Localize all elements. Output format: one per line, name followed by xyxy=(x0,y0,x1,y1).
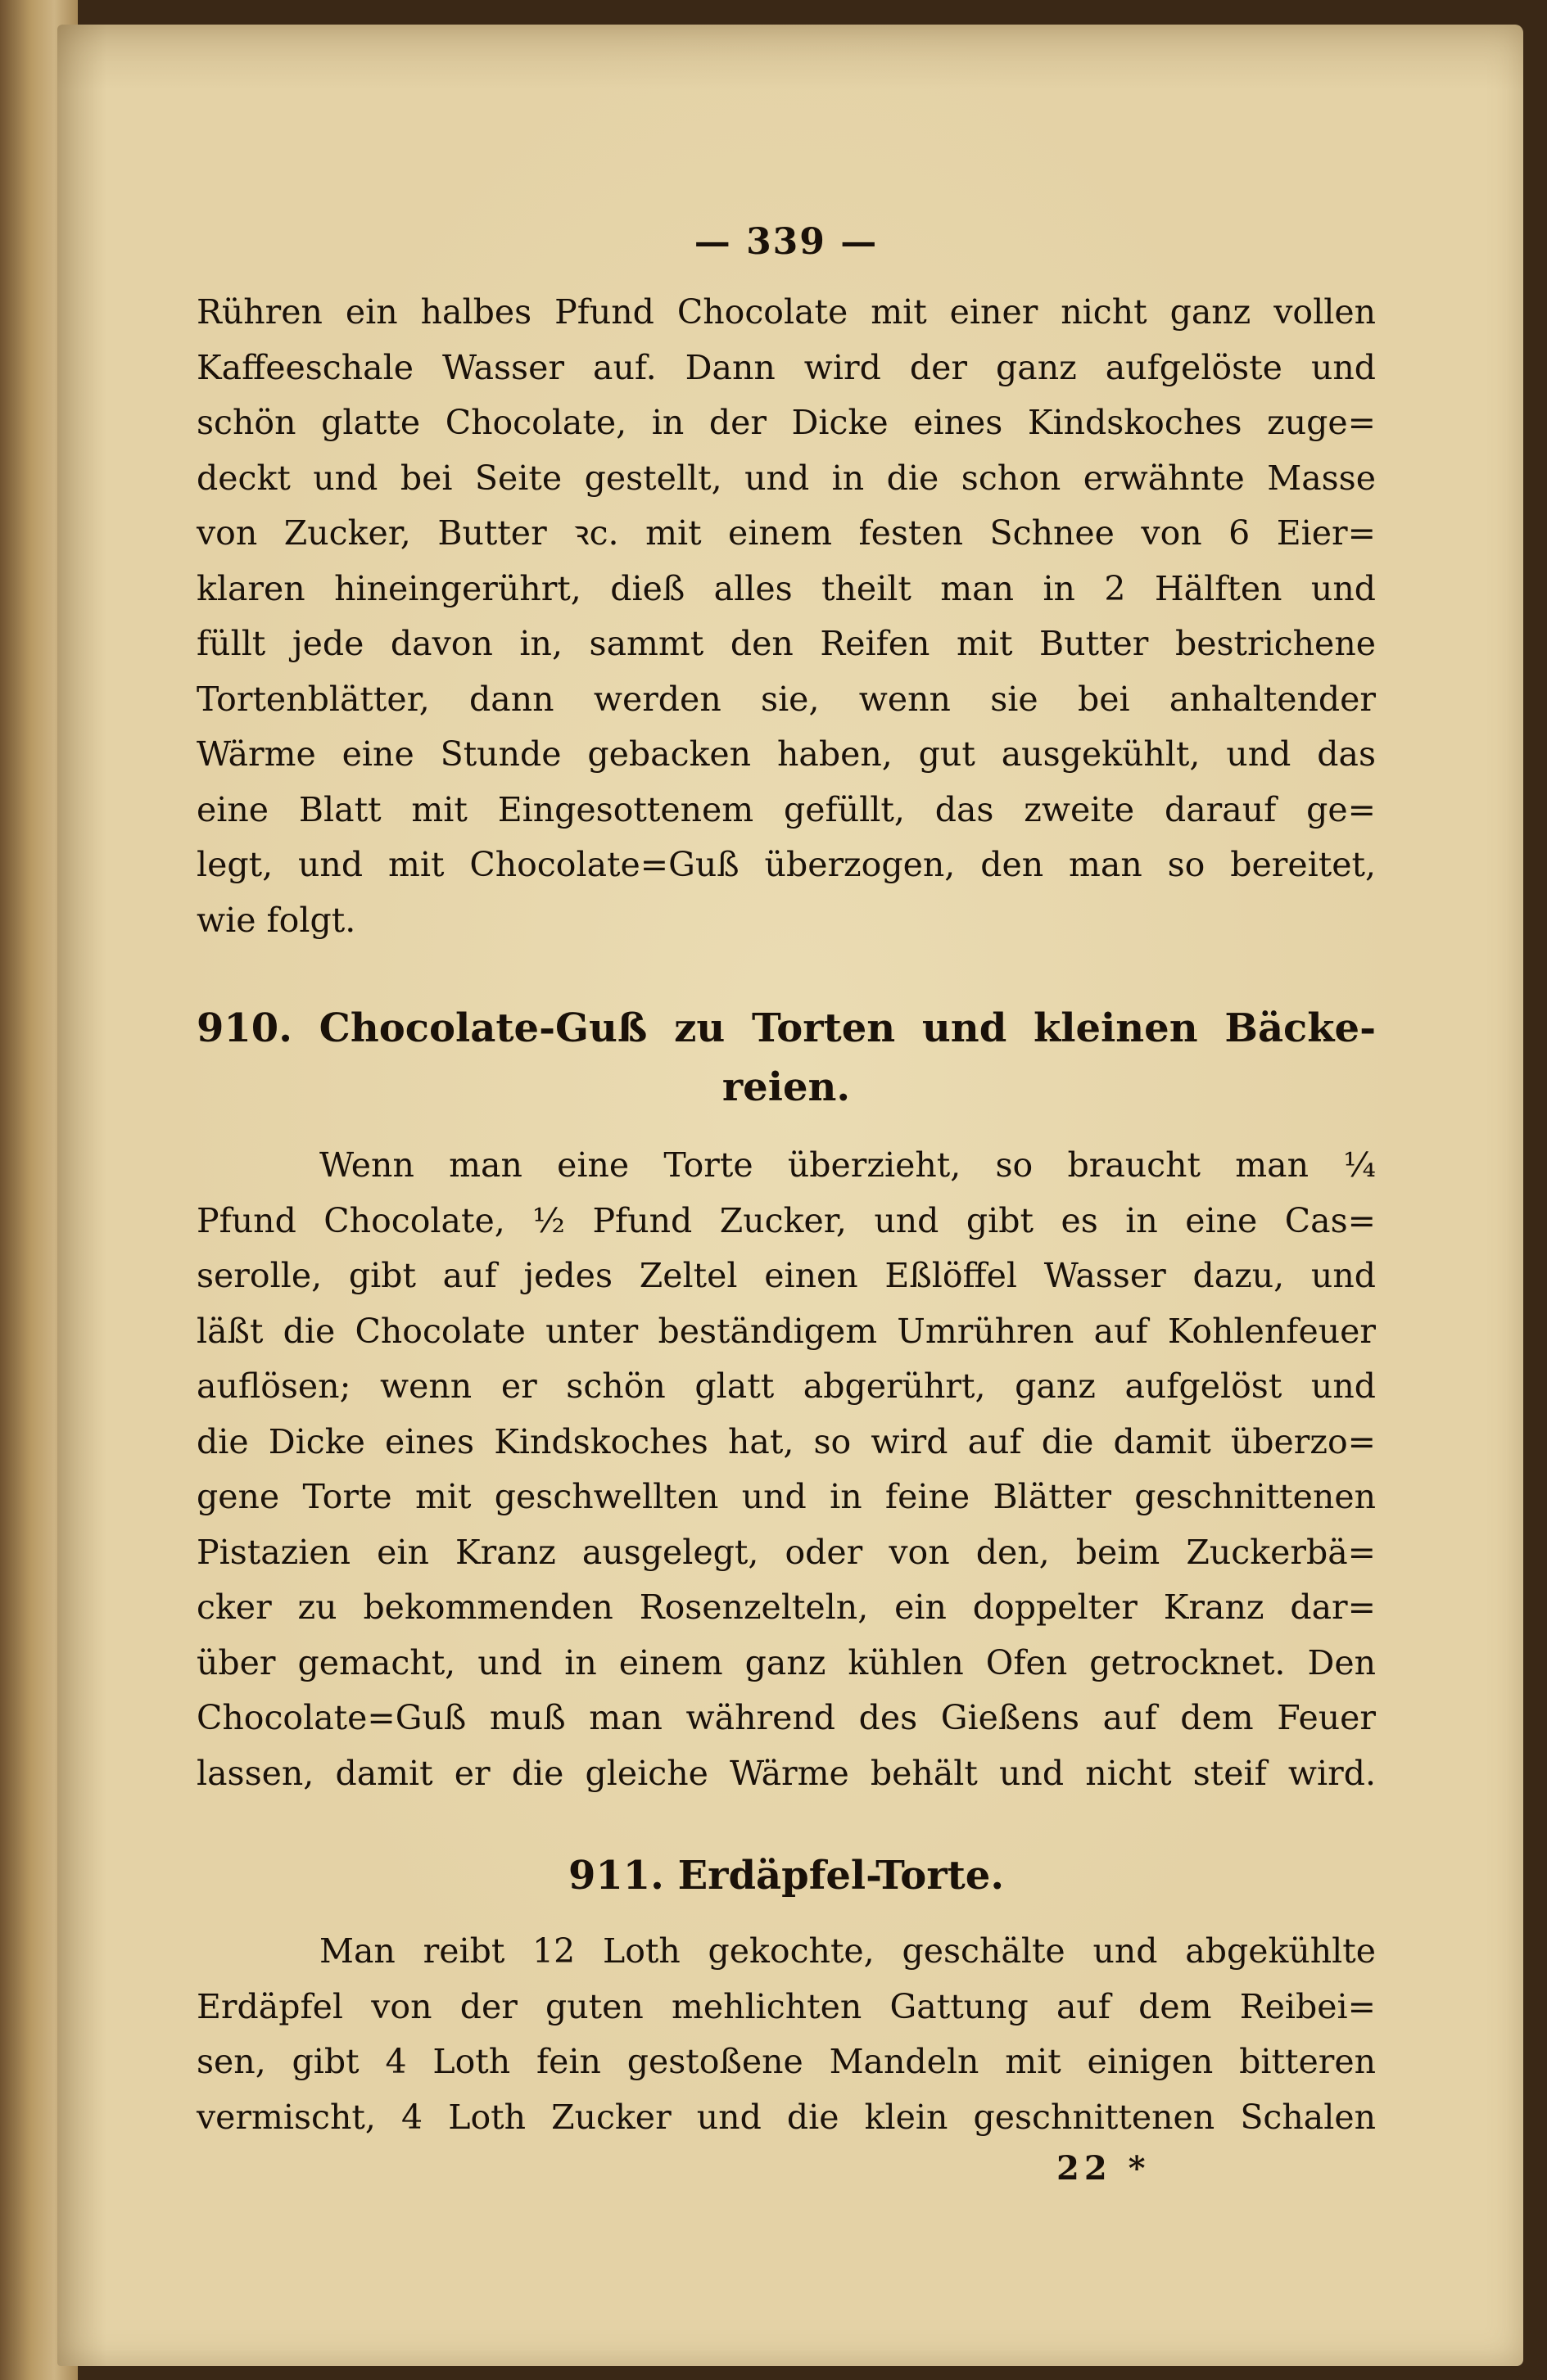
text-line: gene Torte mit geschwellten und in feine Blätter geschnittenen xyxy=(197,1477,1376,1516)
text-line: lassen, damit er die gleiche Wärme behält und nicht steif wird. xyxy=(197,1753,1376,1793)
signature-mark: 22 * xyxy=(1056,2149,1151,2188)
text-line: füllt jede davon in, sammt den Reifen mit Butter bestrichene xyxy=(197,624,1376,663)
recipe-heading-910-continued xyxy=(197,1058,1376,1117)
recipe-heading-911 xyxy=(197,1846,1376,1905)
recipe-heading-910 xyxy=(197,999,1376,1058)
recipe-title: Chocolate-Guß zu Torten und kleinen Bäcke- xyxy=(319,1005,1376,1051)
text-line: auflösen; wenn er schön glatt abgerührt, ganz aufgelöst und xyxy=(197,1366,1376,1406)
text-line: über gemacht, und in einem ganz kühlen Ofen getrocknet. Den xyxy=(197,1642,1376,1682)
text-line: Pistazien ein Kranz ausgelegt, oder von den, beim Zuckerbä= xyxy=(197,1532,1376,1572)
recipe-title-continued: reien. xyxy=(721,1064,851,1110)
text-line: Wenn man eine Torte überzieht, so braucht man ¼ xyxy=(319,1145,1376,1185)
text-line: Pfund Chocolate, ½ Pfund Zucker, und gibt es in eine Cas= xyxy=(197,1200,1376,1240)
recipe-910-body xyxy=(197,1138,1376,1801)
text-line: Erdäpfel von der guten mehlichten Gattung auf dem Reibei= xyxy=(197,1986,1376,2026)
recipe-number: 911. xyxy=(568,1853,664,1899)
text-line: Chocolate=Guß muß man während des Gießens auf dem Feuer xyxy=(197,1698,1376,1737)
page-number-header: — 339 — xyxy=(694,221,879,263)
text-line: deckt und bei Seite gestellt, und in die schon erwähnte Masse xyxy=(197,458,1376,498)
recipe-911-body xyxy=(197,1924,1376,2145)
book-page xyxy=(57,25,1523,2366)
text-line: Rühren ein halbes Pfund Chocolate mit einer nicht ganz vollen xyxy=(197,292,1376,332)
text-line: legt, und mit Chocolate=Guß überzogen, den man so bereitet, xyxy=(197,845,1376,884)
text-line: die Dicke eines Kindskoches hat, so wird auf die damit überzo= xyxy=(197,1421,1376,1461)
text-line: klaren hineingerührt, dieß alles theilt man in 2 Hälften und xyxy=(197,568,1376,608)
text-line: cker zu bekommenden Rosenzelteln, ein doppelter Kranz dar= xyxy=(197,1587,1376,1627)
text-line: schön glatte Chocolate, in der Dicke eines Kindskoches zuge= xyxy=(197,403,1376,442)
text-line: läßt die Chocolate unter beständigem Umrühren auf Kohlenfeuer xyxy=(197,1311,1376,1351)
text-line: Wärme eine Stunde gebacken haben, gut ausgekühlt, und das xyxy=(197,734,1376,774)
text-line: serolle, gibt auf jedes Zeltel einen Eßlöffel Wasser dazu, und xyxy=(197,1256,1376,1295)
text-line: wie folgt. xyxy=(197,900,356,940)
text-line: eine Blatt mit Eingesottenem gefüllt, das zweite darauf ge= xyxy=(197,789,1376,829)
text-line: vermischt, 4 Loth Zucker und die klein geschnittenen Schalen xyxy=(197,2097,1376,2137)
continuation-paragraph xyxy=(197,285,1376,948)
text-line: Tortenblätter, dann werden sie, wenn sie bei anhaltender xyxy=(197,679,1376,719)
text-line: Man reibt 12 Loth gekochte, geschälte und abgekühlte xyxy=(319,1931,1376,1971)
text-line: Kaffeeschale Wasser auf. Dann wird der ganz aufgelöste und xyxy=(197,347,1376,387)
recipe-number: 910. xyxy=(197,1005,292,1051)
text-line: sen, gibt 4 Loth fein gestoßene Mandeln mit einigen bitteren xyxy=(197,2042,1376,2081)
text-line: von Zucker, Butter ꝛc. mit einem festen Schnee von 6 Eier= xyxy=(197,513,1376,553)
recipe-title: Erdäpfel-Torte. xyxy=(677,1853,1005,1899)
